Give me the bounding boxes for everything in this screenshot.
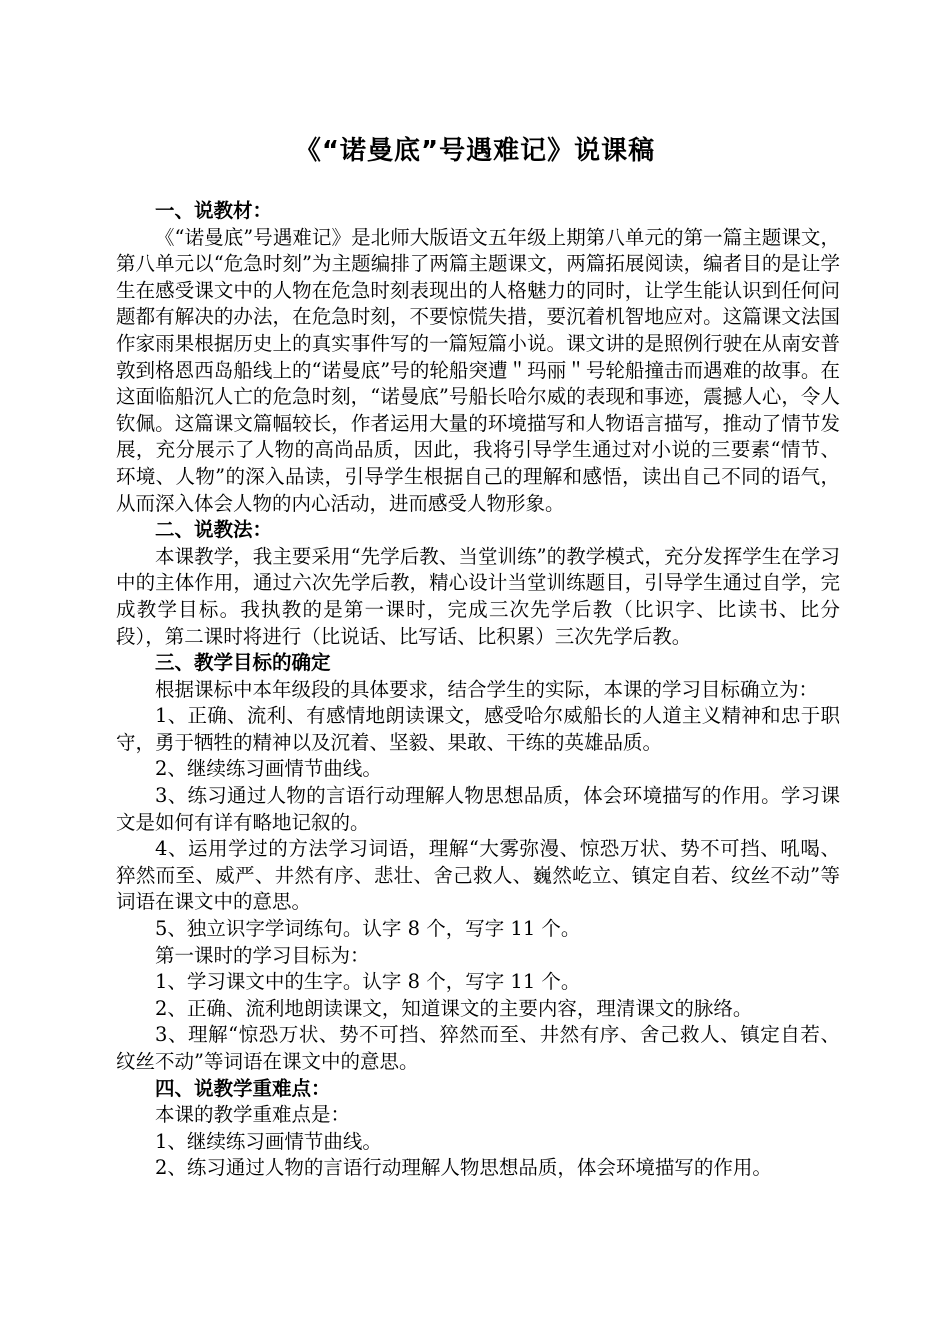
section-heading-key-points: 四、说教学重难点： [155, 1076, 331, 1100]
goals-intro: 根据课标中本年级段的具体要求，结合学生的实际，本课的学习目标确立为： [155, 677, 819, 701]
goal-item: 1、正确、流利、有感情地朗读课文，感受哈尔威船长的人道主义精神和忠于职守，勇于牺牲的精神以及沉着、坚毅、果敢、干练的英雄品质。 [116, 704, 840, 754]
section-heading-method: 二、说教法： [155, 518, 273, 542]
key-points-intro: 本课的教学重难点是： [155, 1103, 351, 1127]
goal-item: 5、独立识字学词练句。认字 8 个，写字 11 个。 [155, 917, 581, 941]
goal-item: 3、练习通过人物的言语行动理解人物思想品质，体会环境描写的作用。学习课文是如何有详有略地记叙的。 [116, 784, 840, 834]
first-lesson-intro: 第一课时的学习目标为： [155, 943, 370, 967]
document-body [116, 198, 840, 1182]
first-lesson-goal-item: 2、正确、流利地朗读课文，知道课文的主要内容，理清课文的脉络。 [155, 996, 753, 1020]
goal-item: 2、继续练习画情节曲线。 [155, 757, 382, 781]
key-point-item: 1、继续练习画情节曲线。 [155, 1129, 382, 1153]
first-lesson-goal-item: 3、理解“惊恐万状、势不可挡、猝然而至、井然有序、舍己救人、镇定自若、纹丝不动”等词语在课文中的意思。 [116, 1023, 840, 1073]
first-lesson-goal-item: 1、学习课文中的生字。认字 8 个，写字 11 个。 [155, 970, 581, 994]
section-body-method: 本课教学，我主要采用“先学后教、当堂训练”的教学模式，充分发挥学生在学习中的主体作用，通过六次先学后教，精心设计当堂训练题目，引导学生通过自学，完成教学目标。我执教的是第一课时，完成三次先学后教（比识字、比读书、比分段），第二课时将进行（比说话、比写话、比积累）三次先学后教。 [116, 544, 840, 648]
document-title: 《“诺曼底”号遇难记》说课稿 [294, 136, 656, 166]
section-heading-goals: 三、教学目标的确定 [155, 651, 331, 675]
key-point-item: 2、练习通过人物的言语行动理解人物思想品质，体会环境描写的作用。 [155, 1156, 772, 1180]
section-heading-textbook: 一、说教材： [155, 199, 273, 222]
goal-item: 4、运用学过的方法学习词语，理解“大雾弥漫、惊恐万状、势不可挡、吼喝、猝然而至、威严、井然有序、悲壮、舍己救人、巍然屹立、镇定自若、纹丝不动”等词语在课文中的意思。 [116, 837, 840, 914]
section-body-textbook: 《“诺曼底”号遇难记》是北师大版语文五年级上期第八单元的第一篇主题课文，第八单元以“危急时刻”为主题编排了两篇主题课文，两篇拓展阅读，编者目的是让学生在感受课文中的人物在危急时刻表现出的人格魅力的同时，让学生能认识到任何问题都有解决的办法，在危急时刻，不要惊慌失措，要沉着机智地应对。这篇课文法国作家雨果根据历史上的真实事件写的一篇短篇小说。课文讲的是照例行驶在从南安普敦到格恩西岛船线上的“诺曼底”号的轮船突遭＂玛丽＂号轮船撞击而遇难的故事。在这面临船沉人亡的危急时刻，“诺曼底”号船长哈尔威的表现和事迹，震撼人心，令人钦佩。这篇课文篇幅较长，作者运用大量的环境描写和人物语言描写，推动了情节发展，充分展示了人物的高尚品质，因此，我将引导学生通过对小说的三要素“情节、环境、人物”的深入品读，引导学生根据自己的理解和感悟，读出自己不同的语气，从而深入体会人物的内心活动，进而感受人物形象。 [116, 225, 840, 515]
